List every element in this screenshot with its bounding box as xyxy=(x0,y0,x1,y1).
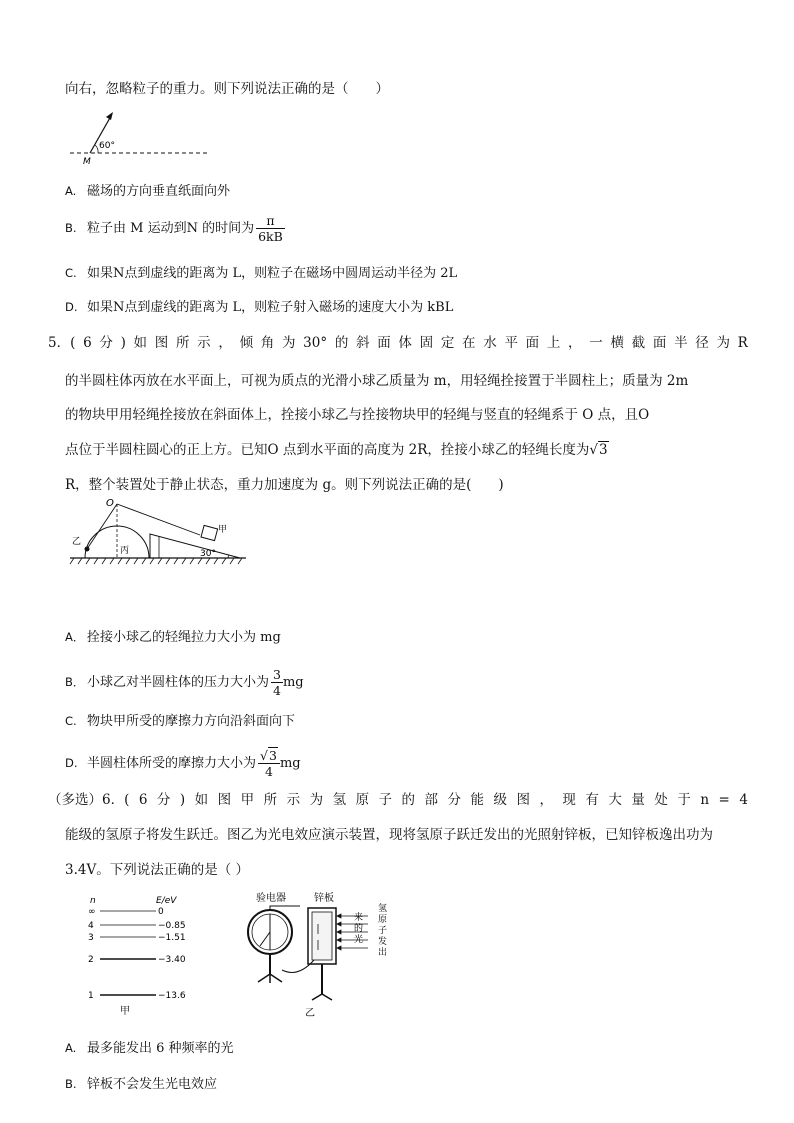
stem-token: 处 xyxy=(654,792,668,808)
q5-option-a[interactable] xyxy=(65,628,281,647)
stem-token: 5．( xyxy=(48,335,76,351)
stem-token: 如 xyxy=(194,792,209,808)
stem-token: 于 xyxy=(677,792,691,808)
zinc-plate xyxy=(312,912,332,960)
stem-token: 径 xyxy=(695,335,709,351)
stem-token: 为 xyxy=(716,335,730,351)
stem-token: 的 xyxy=(334,335,349,351)
stem-token: ， xyxy=(218,335,232,351)
option-label: A. xyxy=(65,1041,77,1055)
stem-token: 大 xyxy=(608,792,622,808)
stem-token: 倾 xyxy=(239,335,254,351)
level-energy-label: −1.51 xyxy=(158,933,186,943)
stem-token: 平 xyxy=(504,335,518,351)
level-n-label: 3 xyxy=(88,933,94,943)
option-label: A． xyxy=(65,630,85,644)
photoelectric-apparatus xyxy=(238,890,408,1020)
fraction-numerator: √3 xyxy=(260,748,277,763)
stem-token: 截 xyxy=(631,335,646,351)
angle-arc xyxy=(95,145,98,153)
q6-option-a[interactable] xyxy=(65,1039,234,1058)
stem-token: 为 xyxy=(281,335,296,351)
stem-token: 子 xyxy=(378,792,393,808)
stem-token: 分 xyxy=(156,792,171,808)
stem-token: 水 xyxy=(483,335,497,351)
option-text: 物块甲所受的摩擦力方向沿斜面向下 xyxy=(87,714,296,729)
stem-token: 体 xyxy=(398,335,412,351)
q6-stem-line-2: 能级的氢原子将发生跃迁。图乙为光电效应演示装置，现将氢原子跃迁发出的光照射锌板，已知锌板逸出功为 xyxy=(65,827,713,843)
rope-to-block xyxy=(117,504,200,535)
level-energy-label: 0 xyxy=(158,907,164,917)
stem-token: 斜 xyxy=(356,335,370,351)
option-label: C. xyxy=(65,714,77,728)
option-text: 拴接小球乙的轻绳拉力大小为 mg xyxy=(87,630,281,645)
stem-token: 部 xyxy=(424,792,439,808)
arrow-head xyxy=(106,112,113,120)
option-text: 粒子由 M 运动到N 的时间为 xyxy=(87,221,255,236)
zinc-plate-label: 锌板 xyxy=(314,893,334,904)
light-label-col1: 来的光 xyxy=(354,913,364,945)
apparatus-caption: 乙 xyxy=(305,1008,315,1019)
radicand: 3 xyxy=(599,442,608,458)
q6-stem-line-3: 3.4V。下列说法正确的是（ ） xyxy=(65,862,250,878)
q5-stem-line-4 xyxy=(65,441,609,459)
stem-token: 上 xyxy=(546,335,561,351)
level-n-label: 1 xyxy=(88,991,94,1001)
stem-token: 在 xyxy=(462,335,476,351)
stem-token: 示 xyxy=(286,792,301,808)
q5-option-d[interactable] xyxy=(65,748,301,779)
q5-option-b[interactable] xyxy=(65,667,304,698)
stem-token: （多选）6．( xyxy=(48,792,130,808)
stem-token: 角 xyxy=(260,335,275,351)
option-text: 如果N点到虚线的距离为 L，则粒子射入磁场的速度大小为 kBL xyxy=(87,300,454,315)
option-label: C. xyxy=(65,266,77,280)
stem-token: 面 xyxy=(652,335,667,351)
level-n-label: 2 xyxy=(88,955,94,965)
option-label: B． xyxy=(65,675,85,689)
stem-token: 的 xyxy=(401,792,416,808)
level-n-label: 4 xyxy=(88,921,94,931)
stem-token: 为 xyxy=(309,792,324,808)
fraction-denominator: 6kB xyxy=(258,229,283,244)
q5-stem-line-1 xyxy=(48,334,748,352)
e-header: E/eV xyxy=(156,896,177,906)
stem-token: 分 xyxy=(447,792,461,808)
point-o-label: O xyxy=(106,498,114,509)
stem-token: 4 xyxy=(739,792,748,808)
stem-token: 图 xyxy=(154,335,169,351)
level-energy-label: −3.40 xyxy=(158,955,186,965)
option-label: A. xyxy=(65,184,77,198)
option-text: 如果N点到虚线的距离为 L，则粒子在磁场中圆周运动半径为 2L xyxy=(87,266,458,281)
energy-level-diagram xyxy=(70,893,210,1018)
sqrt-expression: √3 xyxy=(589,442,608,458)
q6-stem-line-1 xyxy=(48,791,748,809)
stem-token: 如 xyxy=(133,335,148,351)
option-label: B. xyxy=(65,221,77,235)
incline-angle-label: 30° xyxy=(200,549,216,559)
electroscope-label: 验电器 xyxy=(256,893,286,904)
option-text: 锌板不会发生光电效应 xyxy=(87,1077,218,1092)
n-header: n xyxy=(90,896,96,906)
block-jia xyxy=(201,525,218,540)
block-label: 甲 xyxy=(218,525,228,535)
option-label: D. xyxy=(65,300,78,314)
q6-option-b[interactable] xyxy=(65,1075,217,1094)
stem-token: 横 xyxy=(610,335,624,351)
stem-token: 氢 xyxy=(332,792,347,808)
option-unit: mg xyxy=(282,675,304,690)
stem-token: 所 xyxy=(263,792,278,808)
q5-option-c[interactable] xyxy=(65,712,295,731)
stem-token: 图 xyxy=(516,792,530,808)
q5-stem-line-3: 的物块甲用轻绳拴接放在斜面体上，拴接小球乙与拴接物块甲的轻绳与竖直的轻绳系于 O 点，且O xyxy=(65,407,650,423)
radicand: 3 xyxy=(268,748,277,763)
q5-stem-line-2: 的半圆柱体丙放在水平面上，可视为质点的光滑小球乙质量为 m，用轻绳拴接置于半圆柱上；质量为 2m xyxy=(65,373,689,389)
stem-token: 级 xyxy=(493,792,507,808)
light-label-col2: 氢原子发出 xyxy=(378,904,388,958)
stem-token: 量 xyxy=(631,792,645,808)
stem-token: = xyxy=(718,792,730,808)
incline-block xyxy=(150,534,240,558)
stem-token: 6 xyxy=(83,335,92,351)
stem-token: 分 xyxy=(99,335,113,351)
ground-hatching xyxy=(70,558,242,564)
stem-token: ) xyxy=(120,335,126,351)
fraction xyxy=(258,748,280,779)
point-m-label: M xyxy=(83,157,91,167)
ball-label: 乙 xyxy=(72,537,82,547)
q4-option-a[interactable] xyxy=(65,182,230,201)
fraction xyxy=(256,213,285,244)
level-n-label: ∞ xyxy=(88,907,96,917)
option-text: 磁场的方向垂直纸面向外 xyxy=(87,184,231,199)
stem-token: 固 xyxy=(419,335,434,351)
level-energy-label: −13.6 xyxy=(158,991,186,1001)
stem-token: 面 xyxy=(525,335,540,351)
stem-token: 30° xyxy=(303,335,328,351)
stem-token: 原 xyxy=(355,792,370,808)
stem-token: 现 xyxy=(562,792,576,808)
q5-stem-line-5: R，整个装置处于静止状态，重力加速度为 g。则下列说法正确的是( ) xyxy=(65,477,504,493)
q4-figure xyxy=(68,108,218,170)
stem-token: 有 xyxy=(585,792,599,808)
half-cylinder-label: 丙 xyxy=(120,546,130,556)
q4-option-b[interactable] xyxy=(65,213,285,244)
q5-figure xyxy=(68,494,250,570)
stem-token: 甲 xyxy=(240,792,255,808)
angle-label: 60° xyxy=(99,141,115,151)
q4-stem-tail: 向右，忽略粒子的重力。则下列说法正确的是（ ） xyxy=(65,81,389,97)
stem-text: 点位于半圆柱圆心的正上方。已知O 点到水平面的高度为 2R，拴接小球乙的轻绳长度为 xyxy=(65,442,590,458)
zinc-base xyxy=(312,994,332,1000)
q4-option-d[interactable] xyxy=(65,298,453,317)
stem-token: 图 xyxy=(217,792,232,808)
stem-token: ) xyxy=(179,792,186,808)
stem-token: 所 xyxy=(175,335,190,351)
fraction xyxy=(271,667,283,698)
light-arrows xyxy=(337,914,368,950)
option-text: 小球乙对半圆柱体的压力大小为 xyxy=(87,675,270,690)
option-unit: mg xyxy=(279,756,301,771)
ball-yi xyxy=(85,547,90,552)
stem-token: 面 xyxy=(377,335,391,351)
fraction-numerator: π xyxy=(266,213,275,228)
stem-token: ， xyxy=(539,792,553,808)
fraction-denominator: 4 xyxy=(273,683,281,698)
option-text: 最多能发出 6 种频率的光 xyxy=(87,1041,234,1056)
stem-token: 能 xyxy=(470,792,484,808)
fraction-denominator: 4 xyxy=(258,763,280,779)
levels-group xyxy=(88,907,186,1001)
stem-token: 定 xyxy=(440,335,455,351)
stem-token: 一 xyxy=(589,335,603,351)
stem-token: ， xyxy=(568,335,582,351)
fraction-numerator: 3 xyxy=(273,667,281,682)
level-energy-label: −0.85 xyxy=(158,921,186,931)
stem-token: 半 xyxy=(674,335,688,351)
option-text: 半圆柱体所受的摩擦力大小为 xyxy=(87,756,257,771)
stem-token: 示 xyxy=(197,335,211,351)
option-label: B. xyxy=(65,1077,77,1091)
option-label: D. xyxy=(65,756,78,770)
diagram-caption: 甲 xyxy=(120,1006,130,1017)
stem-token: n xyxy=(700,792,710,808)
stem-token: R xyxy=(737,335,748,351)
q4-option-c[interactable] xyxy=(65,264,457,283)
stem-token: 6 xyxy=(138,792,148,808)
